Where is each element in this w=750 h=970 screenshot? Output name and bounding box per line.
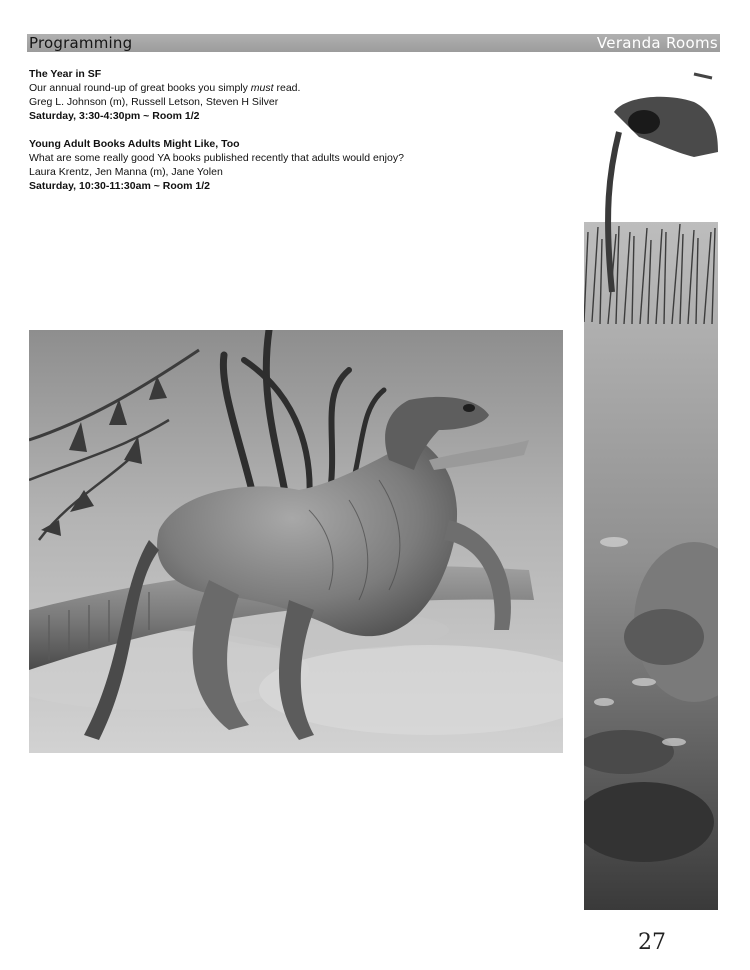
page-number: 27 [638,930,666,955]
event-description-emphasis: must [250,82,274,94]
side-illustration [584,62,718,910]
header-bar [27,34,720,52]
event-item [29,67,549,123]
event-participants: Greg L. Johnson (m), Russell Letson, Steven H Silver [29,96,279,108]
event-title: Young Adult Books Adults Might Like, Too [29,138,240,150]
event-description [29,151,549,165]
event-description-text-end: read. [273,82,301,94]
event-item [29,137,549,193]
section-title: Programming [29,34,133,52]
creature-illustration [29,330,563,753]
event-list [29,67,549,207]
event-participants: Laura Krentz, Jen Manna (m), Jane Yolen [29,166,223,178]
event-description-text: Our annual round-up of great books you simply [29,82,251,94]
event-description [29,81,549,95]
event-time: Saturday, 10:30-11:30am ~ Room 1/2 [29,180,211,192]
event-description-text: What are some really good YA books published recently that adults would enjoy? [29,152,404,164]
location-title: Veranda Rooms [596,34,718,52]
event-time: Saturday, 3:30-4:30pm ~ Room 1/2 [29,110,200,122]
event-title: The Year in SF [29,68,102,80]
